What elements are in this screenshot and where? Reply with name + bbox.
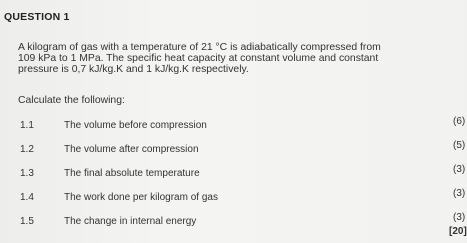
sub-question-text: The volume before compression [64, 120, 207, 131]
sub-question-number: 1.4 [20, 192, 34, 203]
sub-question-number: 1.5 [20, 216, 34, 227]
sub-question-1-2 [0, 140, 466, 158]
sub-question-number: 1.2 [20, 144, 34, 155]
sub-question-text: The final absolute temperature [64, 168, 200, 179]
sub-question-1-1 [0, 116, 466, 134]
sub-question-1-3 [0, 164, 466, 182]
total-marks: [20] [449, 226, 467, 237]
question-intro [18, 42, 428, 76]
intro-line: pressure is 0,7 kJ/kg.K and 1 kJ/kg.K respectively. [18, 64, 249, 76]
sub-question-text: The change in internal energy [64, 216, 197, 227]
intro-line: A kilogram of gas with a temperature of 21 °C is adiabatically compressed from [18, 42, 381, 53]
sub-question-marks: (3) [453, 164, 466, 175]
sub-question-number: 1.3 [20, 168, 34, 179]
sub-question-1-5 [0, 212, 466, 230]
sub-question-text: The volume after compression [64, 144, 199, 155]
sub-question-marks: (3) [453, 212, 466, 223]
calculate-label: Calculate the following: [18, 95, 125, 106]
sub-question-number: 1.1 [20, 120, 34, 131]
sub-question-text: The work done per kilogram of gas [64, 192, 218, 203]
sub-question-marks: (6) [453, 116, 466, 127]
question-heading: QUESTION 1 [4, 11, 70, 23]
intro-line: 109 kPa to 1 MPa. The specific heat capacity at constant volume and constant [18, 53, 379, 65]
sub-question-marks: (3) [453, 188, 466, 199]
sub-question-marks: (5) [453, 140, 466, 151]
sub-question-1-4 [0, 188, 466, 206]
